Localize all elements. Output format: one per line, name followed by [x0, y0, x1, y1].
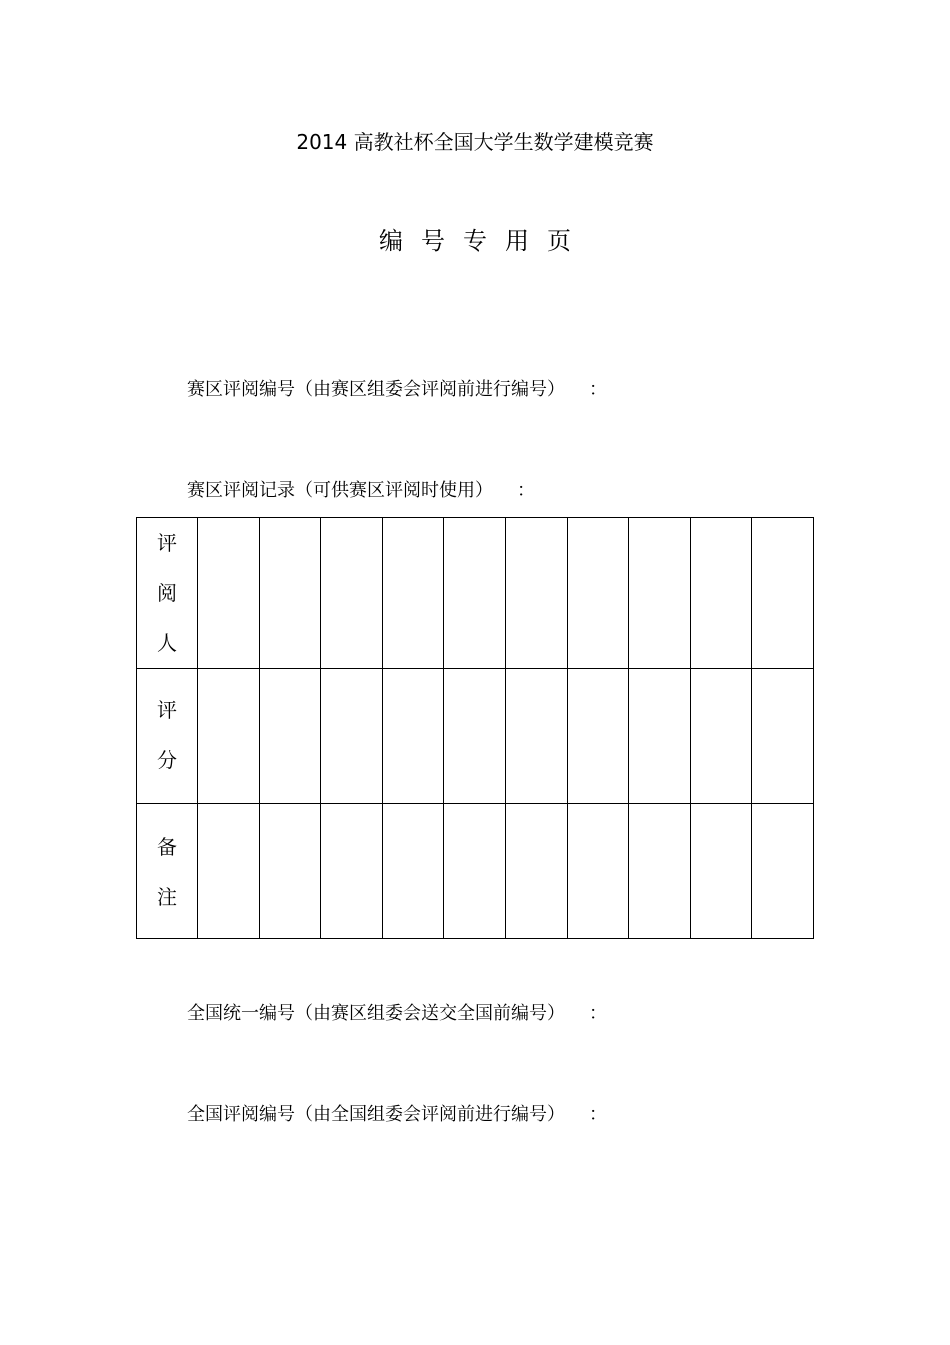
label-char: 评	[157, 698, 177, 722]
reviewer-cell[interactable]	[259, 518, 321, 669]
reviewer-cell[interactable]	[444, 518, 506, 669]
label-char: 阅	[157, 581, 177, 605]
national-review-number-label: 全国评阅编号（由全国组委会评阅前进行编号）	[187, 1104, 565, 1125]
regional-review-number-line	[187, 377, 607, 403]
colon: ：	[589, 1003, 607, 1024]
regional-review-record-line	[187, 478, 535, 504]
colon: ：	[589, 1104, 607, 1125]
table-row-note	[137, 804, 814, 939]
note-cell[interactable]	[752, 804, 814, 939]
score-cell[interactable]	[752, 669, 814, 804]
reviewer-cell[interactable]	[321, 518, 383, 669]
note-cell[interactable]	[382, 804, 444, 939]
table-row-score	[137, 669, 814, 804]
note-cell[interactable]	[505, 804, 567, 939]
colon: ：	[517, 480, 535, 501]
score-cell[interactable]	[382, 669, 444, 804]
reviewer-cell[interactable]	[752, 518, 814, 669]
reviewer-cell[interactable]	[690, 518, 752, 669]
reviewer-cell[interactable]	[629, 518, 691, 669]
national-unified-number-line	[187, 1001, 607, 1027]
regional-review-number-label: 赛区评阅编号（由赛区组委会评阅前进行编号）	[187, 379, 565, 400]
score-cell[interactable]	[444, 669, 506, 804]
note-cell[interactable]	[444, 804, 506, 939]
label-char: 分	[157, 748, 177, 772]
review-record-table	[136, 517, 814, 939]
score-cell[interactable]	[629, 669, 691, 804]
note-cell[interactable]	[629, 804, 691, 939]
reviewer-cell[interactable]	[382, 518, 444, 669]
note-cell[interactable]	[321, 804, 383, 939]
label-char: 注	[157, 885, 177, 909]
score-cell[interactable]	[321, 669, 383, 804]
row-label-score	[137, 669, 198, 804]
label-char: 备	[157, 835, 177, 859]
note-cell[interactable]	[198, 804, 260, 939]
regional-review-record-label: 赛区评阅记录（可供赛区评阅时使用）	[187, 480, 493, 501]
page-subtitle: 编号专用页	[379, 227, 589, 255]
score-cell[interactable]	[567, 669, 629, 804]
note-cell[interactable]	[259, 804, 321, 939]
label-char: 人	[157, 631, 177, 655]
score-cell[interactable]	[198, 669, 260, 804]
score-cell[interactable]	[690, 669, 752, 804]
national-unified-number-label: 全国统一编号（由赛区组委会送交全国前编号）	[187, 1003, 565, 1024]
note-cell[interactable]	[567, 804, 629, 939]
score-cell[interactable]	[505, 669, 567, 804]
score-cell[interactable]	[259, 669, 321, 804]
colon: ：	[589, 379, 607, 400]
row-label-note	[137, 804, 198, 939]
page-title: 2014 高教社杯全国大学生数学建模竞赛	[296, 130, 654, 154]
table-row-reviewer	[137, 518, 814, 669]
reviewer-cell[interactable]	[505, 518, 567, 669]
reviewer-cell[interactable]	[198, 518, 260, 669]
note-cell[interactable]	[690, 804, 752, 939]
reviewer-cell[interactable]	[567, 518, 629, 669]
label-char: 评	[157, 531, 177, 555]
row-label-reviewer	[137, 518, 198, 669]
national-review-number-line	[187, 1102, 607, 1128]
